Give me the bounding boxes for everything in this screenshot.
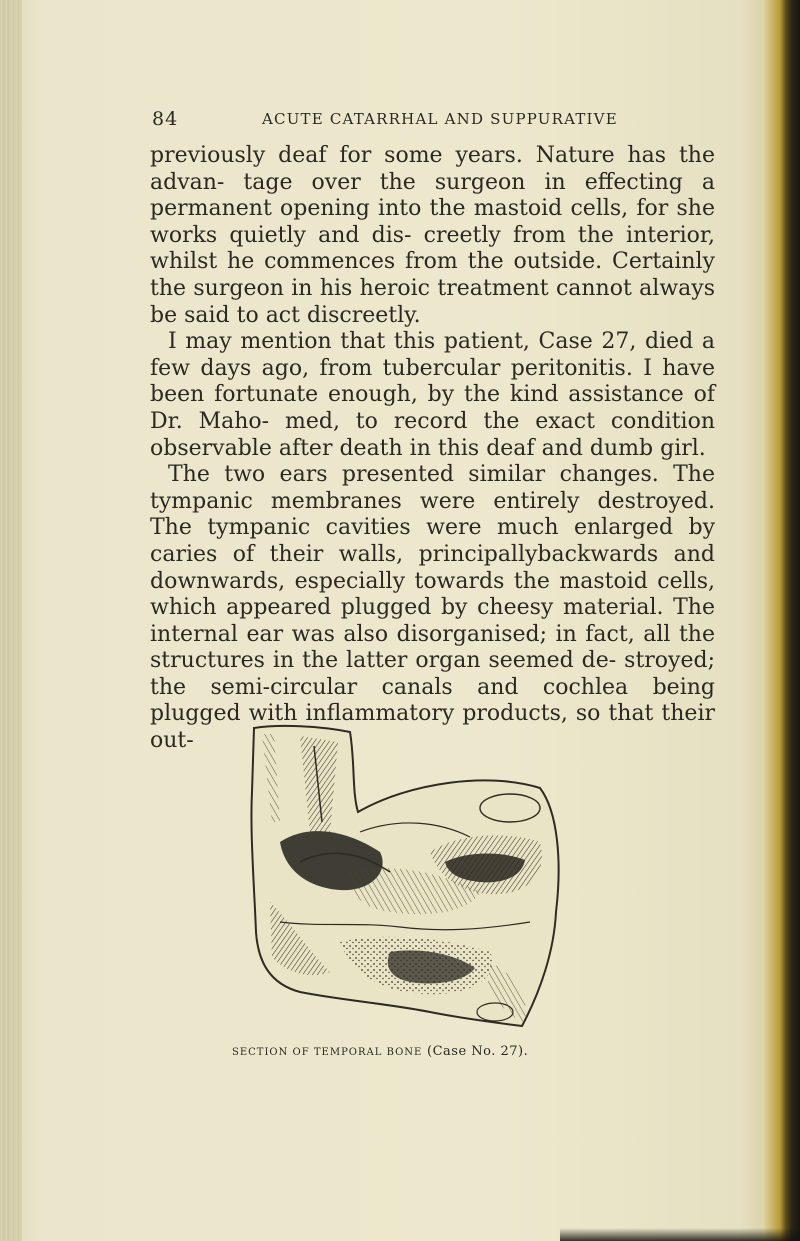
body-text <box>150 143 715 755</box>
page-edge <box>762 0 800 1241</box>
paragraph-3: The two ears presented similar changes. The tympanic membranes were entirely destroyed. The tympanic cavities were much enlarged by caries of their walls, principallybackwards and downwards, especially towards the mastoid cells, which appeared plugged by cheesy material. The internal ear was also disorganised; in fact, all the structures in the latter organ seemed de- stroyed; the semi-circular canals and cochlea being plugged with inflammatory products, so that their out- <box>150 462 715 754</box>
caption-smallcaps: SECTION OF TEMPORAL BONE <box>232 1047 423 1058</box>
paragraph-1: previously deaf for some years. Nature has the advan- tage over the surgeon in effecting a permanent opening into the mastoid cells, for she works quietly and dis- creetly from the interior, whilst he commences from the outside. Certainly the surgeon in his heroic treatment cannot always be said to act discreetly. <box>150 143 715 328</box>
page-gutter <box>0 0 22 1241</box>
running-title: ACUTE CATARRHAL AND SUPPURATIVE <box>262 110 618 128</box>
page-number: 84 <box>152 108 179 130</box>
running-header <box>152 108 622 132</box>
temporal-bone-figure <box>240 722 570 1042</box>
temporal-bone-engraving-icon <box>240 722 570 1042</box>
paragraph-2: I may mention that this patient, Case 27, died a few days ago, from tubercular peritonitis. I have been fortunate enough, by the kind assistance of Dr. Maho- med, to record the exact condition observable after death in this deaf and dumb girl. <box>150 329 715 461</box>
caption-case: (Case No. 27). <box>427 1044 529 1059</box>
figure-caption <box>232 1044 632 1059</box>
page-shadow <box>560 1228 800 1241</box>
